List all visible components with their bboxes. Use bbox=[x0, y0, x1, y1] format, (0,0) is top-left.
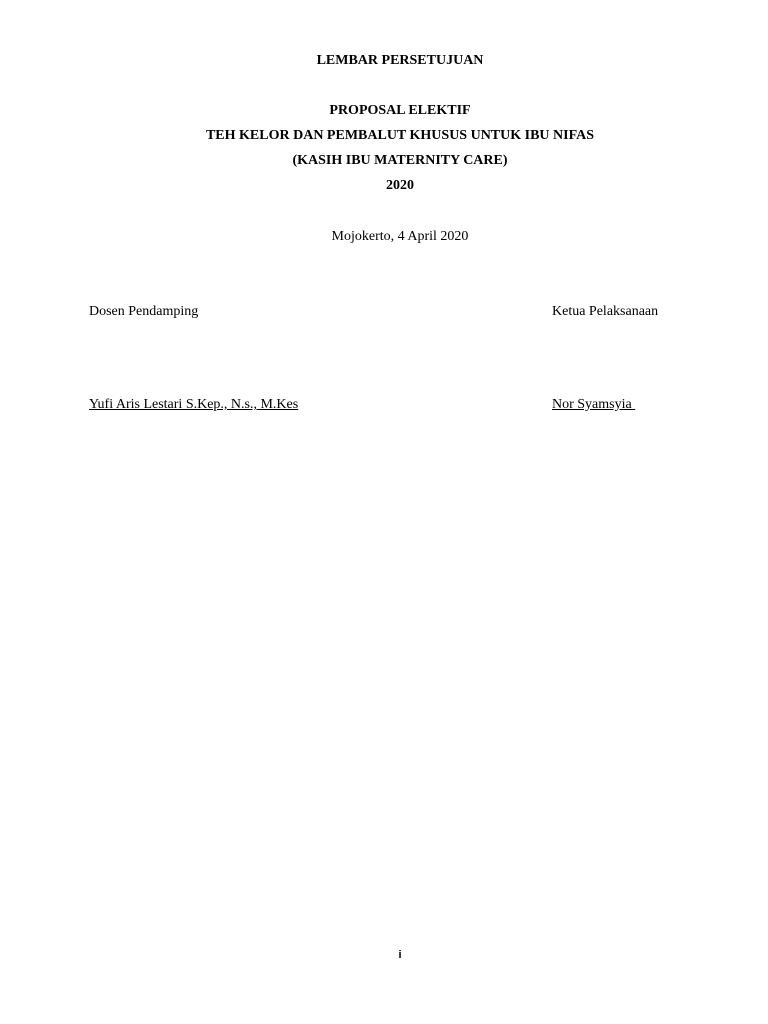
page-number: i bbox=[398, 949, 402, 961]
left-signatory-name: Yufi Aris Lestari S.Kep., N.s., M.Kes bbox=[89, 397, 299, 412]
document-heading: LEMBAR PERSETUJUAN bbox=[316, 53, 484, 68]
left-signatory-role: Dosen Pendamping bbox=[89, 304, 199, 319]
proposal-title-line-2: TEH KELOR DAN PEMBALUT KHUSUS UNTUK IBU NIFAS bbox=[205, 128, 595, 143]
proposal-title-line-1: PROPOSAL ELEKTIF bbox=[329, 103, 471, 118]
proposal-title-line-3: (KASIH IBU MATERNITY CARE) bbox=[292, 153, 508, 168]
right-signatory-name: Nor Syamsyia bbox=[552, 397, 636, 412]
proposal-year: 2020 bbox=[386, 178, 414, 193]
place-and-date: Mojokerto, 4 April 2020 bbox=[331, 229, 469, 244]
right-signatory-role: Ketua Pelaksanaan bbox=[552, 304, 659, 319]
